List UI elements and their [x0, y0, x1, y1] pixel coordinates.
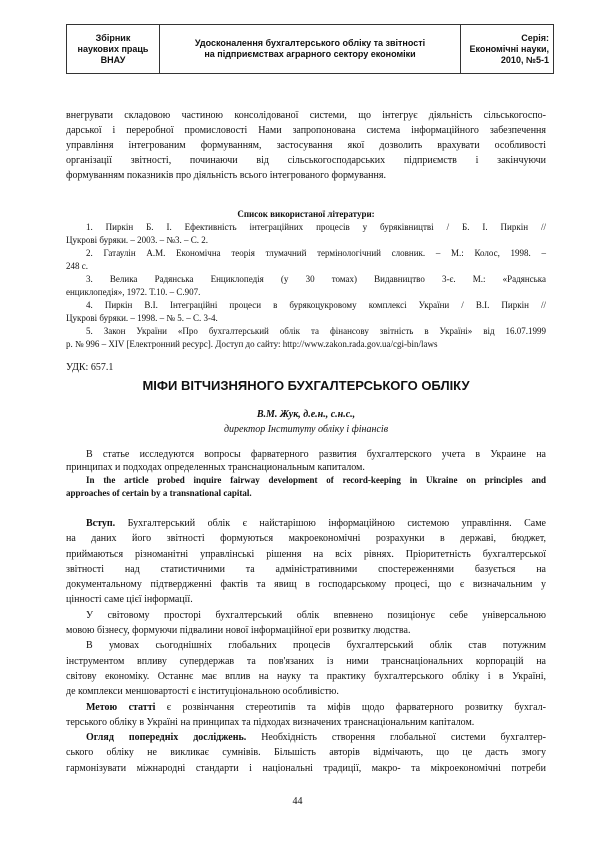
body-text: Бухгалтерський облік є найстарішою інформаційною системою управління. Саме: [115, 518, 546, 529]
intro-label: Вступ.: [86, 518, 116, 529]
author-position: директор Інституту обліку і фінансів: [223, 424, 389, 435]
body-line: [66, 730, 546, 745]
text-line: внегрувати складовою частиною консолідованої системи, що інтегрує діяльність сільськогоспо-: [66, 110, 546, 121]
series-line: Серія:: [521, 32, 549, 43]
series-line: Економічні науки,: [469, 43, 549, 54]
section-title-line: на підприємствах аграрного сектору економіки: [204, 49, 416, 59]
body-line: де комплекси меншовартості є інституціональною особливістю.: [66, 686, 339, 698]
body-line: В умовах сьогоднішніх глобальних процесів бухгалтерський облік став потужним: [86, 640, 546, 652]
goal-label: Метою статті: [86, 701, 156, 713]
body-line: документальному підтвердженні фактів та явищ в господарському процесі, що є визначальним у: [66, 579, 546, 591]
body-line: терського обліку в Україні на принципах та підходах визначених транснаціональним капіталом.: [66, 716, 475, 728]
author-name: В.М. Жук, д.е.н., с.н.с.,: [256, 409, 356, 420]
body-line: цінності саме цієї інформації.: [66, 594, 193, 606]
journal-name-line: наукових праць: [77, 43, 149, 54]
body-line: приймаються різноманітні управлінські рішення на всіх рівнях. Пріоритетність бухгалтерської: [66, 548, 546, 560]
series-cell: [461, 25, 554, 74]
body-line: У світовому просторі бухгалтерський облік впевнено позиціонує себе універсальною: [86, 609, 546, 621]
abstract-ru-line: принципах и подходах определенных транснациональным капиталом.: [66, 462, 365, 473]
reference-line: 248 с.: [66, 261, 88, 271]
body-text: є розвінчання стереотипів та міфів щодо фарватерного розвитку бухгал-: [155, 701, 546, 713]
article-title: МІФИ ВІТЧИЗНЯНОГО БУХГАЛТЕРСЬКОГО ОБЛІКУ: [142, 378, 470, 393]
section-title-line: Удосконалення бухгалтерського обліку та звітності: [194, 38, 426, 48]
review-label: Огляд попередніх досліджень.: [86, 732, 247, 744]
series-line: 2010, №5-1: [500, 54, 549, 65]
abstract-ru-line: В статье исследуются вопросы фарватерного развития бухгалтерского учета в Украине на: [86, 449, 546, 460]
text-line: дарської і переробної промисловості Нами запропонована система інформаційного забезпечення: [66, 125, 546, 136]
body-line: інструментом впливу супердержав та пов'язаних із ними транснаціональних корпорацій на: [66, 655, 546, 667]
references-heading: Список використаної літератури:: [237, 209, 375, 219]
reference-line: 5. Закон України «Про бухгалтерський облік та фінансову звітність в Україні» від 16.07.1999: [86, 326, 546, 336]
body-line: гармонізувати міжнародні стандарти і національні традиції, макро- та мікроекономічні потреби: [66, 762, 546, 774]
reference-line: р. № 996 – XIV [Електронний ресурс]. Доступ до сайту: http://www.zakon.rada.gov.ua/cgi-bin/laws: [66, 339, 438, 349]
reference-line: 2. Гатаулін А.М. Економічна теорія тлумачний термінологічний словник. – М.: Колос, 1998. –: [86, 248, 546, 258]
abstracts: [66, 448, 546, 500]
body-line: ського обліку не викликає сумнівів. Більшість авторів відмічають, що це дасть змогу: [66, 747, 546, 759]
section-title-cell: [160, 25, 461, 74]
body-line: на даних його звітності формуються макроекономічні розрахунки в державі, бюджет,: [66, 533, 546, 545]
body-line: звітності над статистичними та адміністративними спостереженнями базується на: [66, 563, 546, 575]
body-line: [66, 700, 546, 715]
text-line: формуванням показників про діяльність всього інтегрованого формування.: [66, 170, 386, 181]
udc-code: УДК: 657.1: [66, 362, 114, 373]
page-header: [66, 24, 554, 74]
text-line: управління інтегрованим формуванням, застосування якої дозволить врахувати особливості: [66, 140, 546, 151]
reference-line: 1. Пиркін Б. І. Ефективність інтеграційних процесів у буряківництві / Б. І. Пиркін //: [86, 222, 546, 232]
journal-name-line: ВНАУ: [100, 54, 126, 65]
body-line: світову економіку. Останнє має вплив на науку та практику бухгалтерського обліку і в Україні,: [66, 670, 546, 682]
reference-line: Цукрові буряки. – 1998. – № 5. – С. 3-4.: [66, 313, 218, 323]
body-line: [66, 516, 546, 531]
journal-name-cell: [67, 25, 160, 74]
reference-line: енциклопедія», 1972. Т.10. – С.907.: [66, 287, 201, 297]
previous-article-ending: [66, 108, 546, 183]
body-text: Необхідність створення глобальної системи бухгалтер-: [246, 732, 546, 744]
abstract-en-line: approaches of certain by a transnational capital.: [66, 488, 252, 498]
text-line: організації звітності, починаючи від сільськогосподарських підприємств і закінчуючи: [66, 155, 546, 166]
abstract-en-line: In the article probed inquire fairway development of record-keeping in Ukraine on principles and: [86, 475, 546, 485]
reference-line: 3. Велика Радянська Енциклопедія (у 30 томах) Видавництво 3-є. М.: «Радянська: [86, 274, 546, 284]
reference-line: 4. Пиркін В.І. Інтеграційні процеси в бурякоцукровому комплексі України / В.І. Пиркін //: [86, 300, 546, 310]
body-line: мовою бізнесу, формуючи підвалини нової інформаційної ери розвитку людства.: [66, 625, 411, 637]
page-number: 44: [292, 796, 303, 807]
journal-name-line: Збірник: [95, 32, 131, 43]
reference-line: Цукрові буряки. – 2003. – №3. – С. 2.: [66, 235, 209, 245]
article-body: [66, 516, 546, 776]
author-block: [66, 407, 546, 437]
references: [66, 208, 546, 351]
